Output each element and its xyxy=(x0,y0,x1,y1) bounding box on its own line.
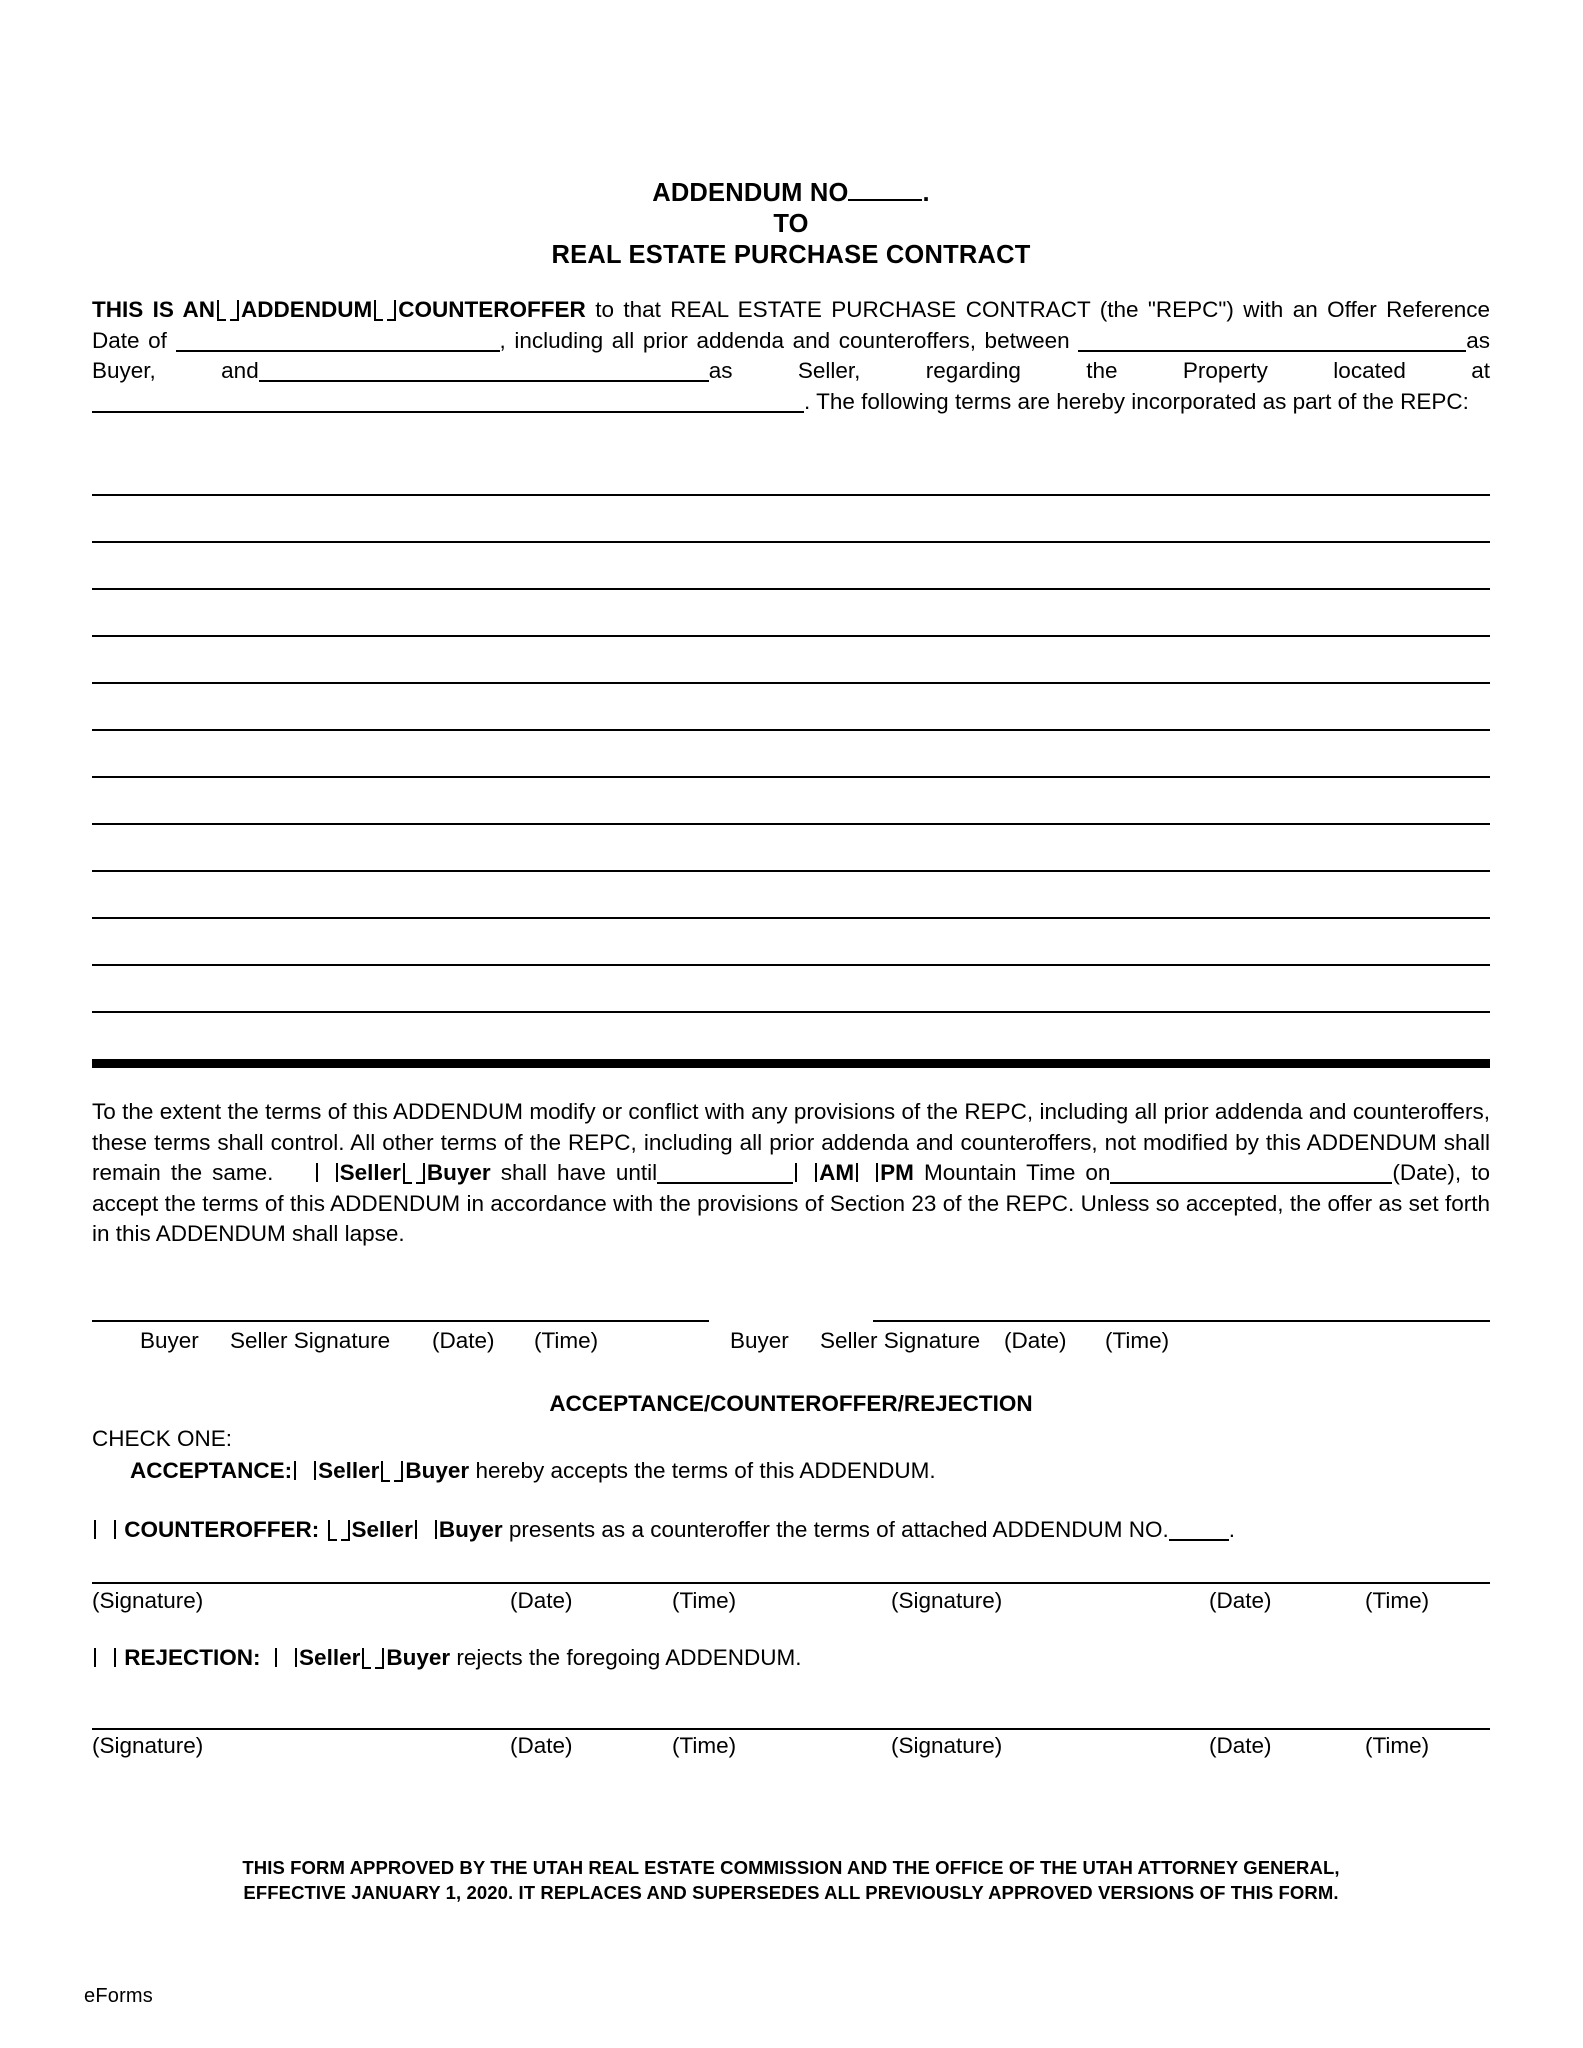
rejection-seller-label: Seller xyxy=(299,1645,361,1670)
intro-offer-ref-label: an Offer Reference Date of xyxy=(92,297,1490,353)
sdt2-date: (Date) xyxy=(510,1733,573,1758)
title-addendum-no: ADDENDUM NO xyxy=(652,179,849,207)
writing-line[interactable] xyxy=(92,729,1490,776)
terms-sentence-1: To the extent the terms of this ADDENDUM modify or conflict with any provisions of the REPC, including all prior addenda and counteroffers, these terms shall control. All other terms of the REPC, including all prior addenda and counteroffers, not modified by this ADDENDUM shall remain the same. xyxy=(92,1099,1490,1185)
offer-reference-date-field[interactable] xyxy=(176,326,500,352)
label-seller-signature-right: Seller Signature xyxy=(820,1328,981,1353)
rejection-seller-checkbox[interactable] xyxy=(275,1647,297,1668)
label-time-left: (Time) xyxy=(534,1328,599,1353)
intro-regarding-property: regarding the Property located at xyxy=(925,358,1491,383)
sdt-labels-2 xyxy=(92,1731,1490,1761)
acceptance-seller-checkbox[interactable] xyxy=(294,1460,316,1481)
am-checkbox[interactable] xyxy=(795,1162,817,1183)
rejection-label: REJECTION: xyxy=(124,1645,261,1670)
terms-date-paren: (Date), to accept the terms of this ADDENDUM in accordance with the xyxy=(92,1160,1490,1216)
acceptance-buyer-label: Buyer xyxy=(405,1458,470,1483)
writing-line[interactable] xyxy=(92,776,1490,823)
terms-mountain-time-on: Mountain Time on xyxy=(923,1160,1111,1185)
intro-after-offer-date: , including all prior addenda and counteroffers, between xyxy=(499,327,1070,353)
addendum-number-blank[interactable] xyxy=(848,199,922,201)
counteroffer-section-checkbox[interactable] xyxy=(94,1519,116,1540)
writing-line[interactable] xyxy=(92,823,1490,870)
signature-line-left[interactable] xyxy=(92,1320,709,1322)
rejection-buyer-checkbox[interactable] xyxy=(362,1647,384,1668)
signature-row-top xyxy=(92,1320,1490,1356)
sdt1-time: (Time) xyxy=(672,1588,737,1613)
acceptance-line xyxy=(92,1456,1490,1486)
sdt1-signature: (Signature) xyxy=(92,1588,204,1613)
acceptance-section-heading: ACCEPTANCE/COUNTEROFFER/REJECTION xyxy=(549,1391,1033,1416)
terms-writing-lines[interactable] xyxy=(92,494,1490,1058)
rejection-section-checkbox[interactable] xyxy=(94,1647,116,1668)
rejection-line xyxy=(92,1643,1490,1673)
intro-after-counteroffer: to that REAL ESTATE PURCHASE CONTRACT (the "REPC") with xyxy=(595,297,1284,322)
counteroffer-seller-checkbox[interactable] xyxy=(328,1519,350,1540)
counteroffer-checkbox[interactable] xyxy=(374,299,396,320)
intro-this-is-an: THIS IS AN xyxy=(92,297,216,322)
signature-labels-top xyxy=(92,1326,1490,1356)
label-buyer-right: Buyer xyxy=(730,1328,789,1353)
property-address-field[interactable] xyxy=(92,387,804,413)
writing-line[interactable] xyxy=(92,541,1490,588)
intro-period-the: . The xyxy=(804,388,855,414)
writing-line[interactable] xyxy=(92,917,1490,964)
deadline-time-field[interactable] xyxy=(657,1158,793,1184)
title-contract: REAL ESTATE PURCHASE CONTRACT xyxy=(551,241,1031,269)
acceptance-buyer-checkbox[interactable] xyxy=(381,1460,403,1481)
sdt1-date: (Date) xyxy=(510,1588,573,1613)
writing-line[interactable] xyxy=(92,635,1490,682)
page-title xyxy=(92,178,1490,209)
intro-addendum-label: ADDENDUM xyxy=(241,297,373,322)
writing-line[interactable] xyxy=(92,964,1490,1011)
intro-as-seller: as Seller, xyxy=(708,358,861,383)
seller-name-field[interactable] xyxy=(259,356,709,382)
acceptance-seller-label: Seller xyxy=(318,1458,380,1483)
label-buyer-left: Buyer xyxy=(140,1328,199,1353)
sdt1-date-2: (Date) xyxy=(1209,1588,1272,1613)
rejection-text: rejects the foregoing ADDENDUM. xyxy=(456,1645,802,1670)
sdt2-signature-2: (Signature) xyxy=(891,1733,1003,1758)
terms-shall-have-until: shall have until xyxy=(500,1160,658,1185)
intro-following-terms: following terms are hereby incorporated as part of the REPC: xyxy=(861,388,1469,414)
label-date-left: (Date) xyxy=(432,1328,495,1353)
check-one-label: CHECK ONE: xyxy=(92,1426,233,1451)
intro-counteroffer-label: COUNTEROFFER xyxy=(398,297,586,322)
label-date-right: (Date) xyxy=(1004,1328,1067,1353)
section-divider xyxy=(92,1059,1490,1068)
writing-line[interactable] xyxy=(92,1011,1490,1058)
form-approval-footer xyxy=(92,1855,1490,1905)
rejection-buyer-label: Buyer xyxy=(386,1645,451,1670)
acceptance-label: ACCEPTANCE: xyxy=(130,1458,293,1483)
signature-line-right[interactable] xyxy=(873,1320,1490,1322)
am-label: AM xyxy=(819,1160,855,1185)
counteroffer-buyer-label: Buyer xyxy=(438,1517,503,1542)
sdt-line-1[interactable] xyxy=(92,1582,1490,1584)
footer-line-1: THIS FORM APPROVED BY THE UTAH REAL ESTATE COMMISSION AND THE OFFICE OF THE UTAH ATTORNEY GENERAL, xyxy=(242,1857,1340,1878)
terms-paragraph xyxy=(92,1097,1490,1250)
label-seller-signature-left: Seller Signature xyxy=(230,1328,391,1353)
intro-paragraph xyxy=(92,295,1490,417)
eforms-brand-logo: eForms xyxy=(84,1985,153,2007)
writing-line[interactable] xyxy=(92,682,1490,729)
sdt1-signature-2: (Signature) xyxy=(891,1588,1003,1613)
writing-line[interactable] xyxy=(92,494,1490,541)
sdt2-time-2: (Time) xyxy=(1365,1733,1430,1758)
pm-label: PM xyxy=(880,1160,914,1185)
sdt-line-2[interactable] xyxy=(92,1728,1490,1730)
counteroffer-period: . xyxy=(1228,1517,1236,1542)
addendum-checkbox[interactable] xyxy=(217,299,239,320)
terms-sentence-end: provisions of Section 23 of the REPC. Unless so accepted, the offer as set forth in this ADDENDUM shall lapse. xyxy=(92,1190,1490,1246)
buyer-deadline-checkbox[interactable] xyxy=(403,1162,425,1183)
signature-block-right xyxy=(873,1320,1490,1322)
terms-seller-label: Seller xyxy=(339,1160,401,1185)
sdt2-time: (Time) xyxy=(672,1733,737,1758)
writing-line[interactable] xyxy=(92,588,1490,635)
counteroffer-addendum-number-field[interactable] xyxy=(1169,1515,1229,1541)
counteroffer-buyer-checkbox[interactable] xyxy=(415,1519,437,1540)
counteroffer-label: COUNTEROFFER: xyxy=(124,1517,320,1542)
sdt-labels-1 xyxy=(92,1586,1490,1616)
pm-checkbox[interactable] xyxy=(856,1162,878,1183)
footer-line-2: EFFECTIVE JANUARY 1, 2020. IT REPLACES AND SUPERSEDES ALL PREVIOUSLY APPROVED VERSIONS OF THIS FORM. xyxy=(243,1882,1339,1903)
acceptance-text: hereby accepts the terms of this ADDENDUM. xyxy=(475,1458,936,1483)
counteroffer-line xyxy=(92,1515,1490,1545)
buyer-name-field[interactable] xyxy=(1078,326,1466,352)
deadline-date-field[interactable] xyxy=(1110,1158,1392,1184)
title-to: TO xyxy=(773,210,809,238)
terms-buyer-label: Buyer xyxy=(426,1160,491,1185)
label-time-right: (Time) xyxy=(1105,1328,1170,1353)
title-period: . xyxy=(922,179,930,207)
signature-block-left xyxy=(92,1320,709,1322)
sdt2-date-2: (Date) xyxy=(1209,1733,1272,1758)
intro-as-buyer: as Buyer, and xyxy=(92,327,1490,383)
sdt2-signature: (Signature) xyxy=(92,1733,204,1758)
writing-line[interactable] xyxy=(92,870,1490,917)
title-section xyxy=(92,0,1490,417)
counteroffer-seller-label: Seller xyxy=(351,1517,413,1542)
sdt1-time-2: (Time) xyxy=(1365,1588,1430,1613)
counteroffer-text: presents as a counteroffer the terms of attached ADDENDUM NO. xyxy=(508,1517,1169,1542)
seller-deadline-checkbox[interactable] xyxy=(316,1162,338,1183)
